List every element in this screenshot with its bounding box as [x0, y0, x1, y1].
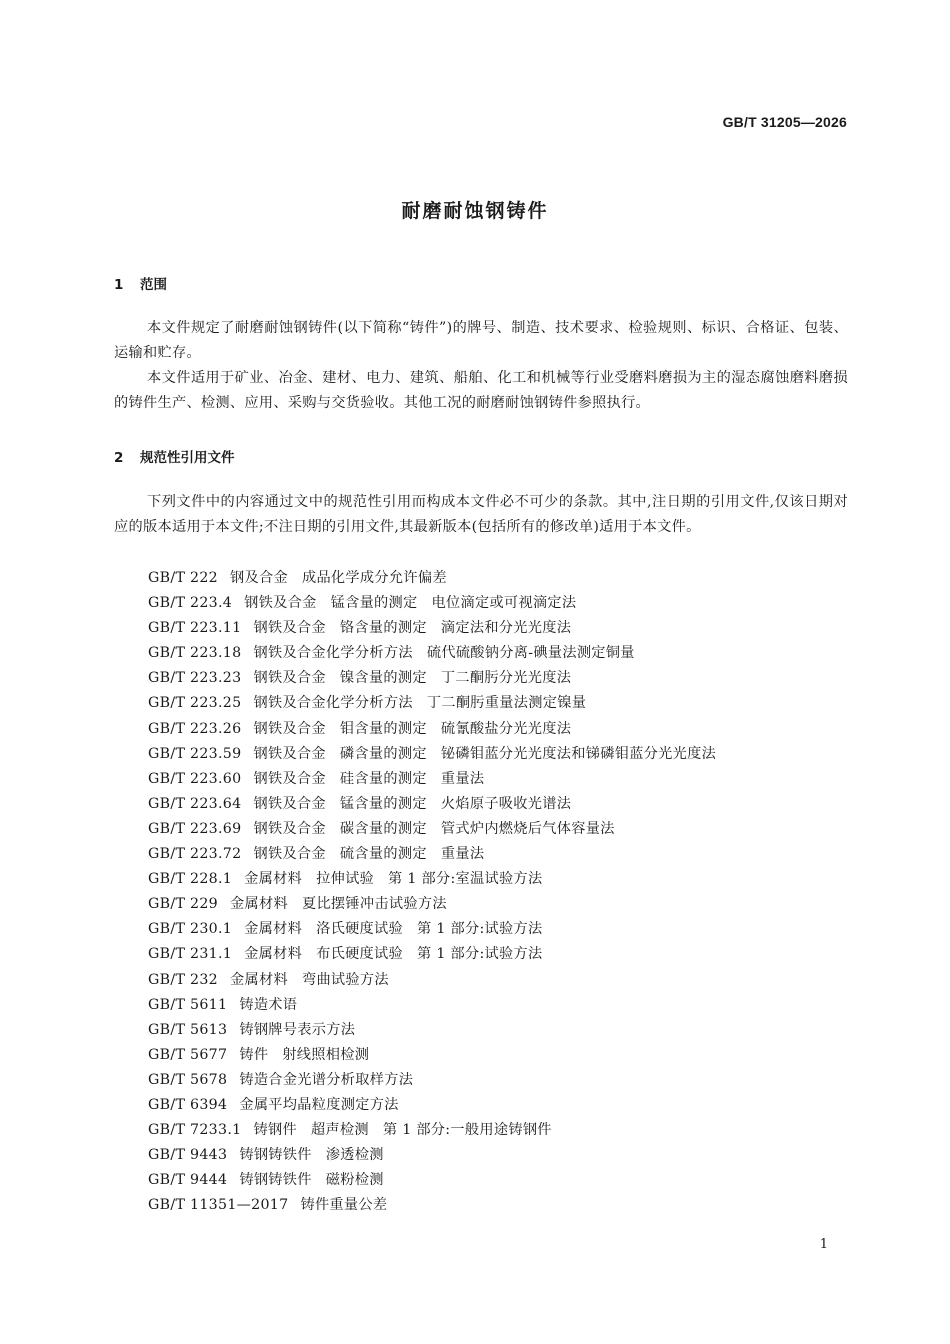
- reference-title-part: 铸件重量公差: [300, 1197, 388, 1214]
- reference-title-part: 重量法: [440, 846, 485, 863]
- reference-title-part: 钼含量的测定: [339, 720, 427, 737]
- reference-title-part: 硫氰酸盐分光光度法: [440, 720, 572, 737]
- reference-item: [148, 616, 716, 641]
- reference-title-part: 弯曲试验方法: [301, 971, 389, 988]
- reference-code: GB/T 223.59: [148, 745, 242, 762]
- reference-item: [148, 742, 716, 767]
- reference-title-part: 渗透检测: [325, 1147, 384, 1164]
- reference-item: [148, 666, 716, 691]
- reference-item: [148, 1168, 716, 1193]
- reference-title-part: 第 1 部分:一般用途铸钢件: [382, 1122, 552, 1139]
- section-number: 2: [114, 450, 124, 466]
- reference-item: [148, 1018, 716, 1043]
- reference-title-part: 第 1 部分:试验方法: [417, 946, 543, 963]
- reference-code: GB/T 6394: [148, 1096, 228, 1113]
- reference-title-part: 钢铁及合金化学分析方法: [253, 645, 413, 662]
- reference-title-part: 铬含量的测定: [339, 620, 427, 637]
- reference-item: [148, 566, 716, 591]
- reference-item: [148, 942, 716, 967]
- standard-code: GB/T 31205—2026: [722, 114, 847, 130]
- reference-item: [148, 1043, 716, 1068]
- reference-title-part: 磁粉检测: [325, 1172, 384, 1189]
- reference-code: GB/T 223.69: [148, 820, 242, 837]
- reference-title-part: 钢铁及合金: [244, 595, 317, 612]
- reference-title-part: 铸钢铸铁件: [239, 1172, 312, 1189]
- reference-title-part: 铋磷钼蓝分光光度法和锑磷钼蓝分光光度法: [440, 745, 717, 762]
- section-number: 1: [114, 277, 124, 293]
- reference-title-part: 金属材料: [244, 921, 303, 938]
- reference-title-part: 钢铁及合金: [253, 720, 326, 737]
- reference-code: GB/T 223.25: [148, 695, 242, 712]
- reference-item: [148, 1118, 716, 1143]
- reference-code: GB/T 228.1: [148, 871, 233, 888]
- reference-title-part: 成品化学成分允许偏差: [301, 570, 447, 586]
- reference-title-part: 金属材料: [244, 871, 303, 888]
- reference-code: GB/T 11351—2017: [148, 1197, 289, 1214]
- reference-title-part: 射线照相检测: [282, 1046, 370, 1063]
- reference-title-part: 铸造合金光谱分析取样方法: [239, 1071, 414, 1088]
- reference-code: GB/T 5611: [148, 996, 228, 1013]
- reference-code: GB/T 223.18: [148, 645, 242, 662]
- reference-code: GB/T 231.1: [148, 946, 233, 963]
- scope-paragraph-2: 本文件适用于矿业、冶金、建材、电力、建筑、船舶、化工和机械等行业受磨料磨损为主的湿态腐蚀磨料磨损的铸件生产、检测、应用、采购与交货验收。其他工况的耐磨耐蚀钢铸件参照执行。: [114, 370, 848, 411]
- reference-code: GB/T 232: [148, 971, 218, 988]
- reference-item: [148, 641, 716, 666]
- reference-title-part: 钢铁及合金: [253, 770, 326, 787]
- reference-code: GB/T 9443: [148, 1147, 228, 1164]
- reference-title-part: 碳含量的测定: [339, 820, 427, 837]
- reference-title-part: 洛氏硬度试验: [316, 921, 404, 938]
- reference-title-part: 电位滴定或可视滴定法: [431, 595, 577, 612]
- reference-item: [148, 1193, 716, 1218]
- reference-item: [148, 1093, 716, 1118]
- reference-item: [148, 917, 716, 942]
- reference-title-part: 磷含量的测定: [339, 745, 427, 762]
- reference-code: GB/T 223.60: [148, 770, 242, 787]
- reference-code: GB/T 5678: [148, 1071, 228, 1088]
- reference-item: [148, 968, 716, 993]
- reference-title-part: 锰含量的测定: [330, 595, 418, 612]
- reference-code: GB/T 223.26: [148, 720, 242, 737]
- reference-code: GB/T 223.64: [148, 795, 242, 812]
- reference-code: GB/T 222: [148, 570, 218, 586]
- reference-title-part: 钢铁及合金: [253, 820, 326, 837]
- reference-title-part: 钢铁及合金: [253, 846, 326, 863]
- section-title: 规范性引用文件: [140, 450, 235, 466]
- reference-title-part: 拉伸试验: [316, 871, 375, 888]
- reference-title-part: 金属材料: [230, 971, 288, 988]
- references-intro-paragraph: 下列文件中的内容通过文中的规范性引用而构成本文件必不可少的条款。其中,注日期的引用文件,仅该日期对应的版本适用于本文件;不注日期的引用文件,其最新版本(包括所有的修改单)适用于本文件。: [114, 494, 848, 535]
- section-1-heading: [114, 273, 167, 293]
- reference-code: GB/T 223.72: [148, 846, 242, 863]
- reference-code: GB/T 223.23: [148, 670, 242, 687]
- reference-code: GB/T 223.11: [148, 620, 242, 637]
- page-number: 1: [819, 1237, 828, 1252]
- reference-item: [148, 993, 716, 1018]
- reference-title-part: 锰含量的测定: [339, 795, 427, 812]
- reference-code: GB/T 9444: [148, 1172, 228, 1189]
- reference-title-part: 金属材料: [244, 946, 303, 963]
- reference-code: GB/T 230.1: [148, 921, 233, 938]
- reference-title-part: 钢铁及合金: [253, 620, 326, 637]
- section-2-heading: [114, 446, 235, 466]
- reference-title-part: 硫代硫酸钠分离-碘量法测定铜量: [426, 645, 635, 662]
- reference-title-part: 铸造术语: [239, 996, 298, 1013]
- reference-code: GB/T 229: [148, 896, 218, 913]
- reference-code: GB/T 7233.1: [148, 1122, 242, 1139]
- reference-code: GB/T 223.4: [148, 595, 233, 612]
- reference-title-part: 滴定法和分光光度法: [440, 620, 572, 637]
- reference-item: [148, 792, 716, 817]
- reference-title-part: 硅含量的测定: [339, 770, 427, 787]
- reference-item: [148, 591, 716, 616]
- reference-title-part: 硫含量的测定: [339, 846, 427, 863]
- reference-code: GB/T 5677: [148, 1046, 228, 1063]
- reference-title-part: 丁二酮肟分光光度法: [440, 670, 572, 687]
- reference-code: GB/T 5613: [148, 1021, 228, 1038]
- reference-title-part: 钢铁及合金: [253, 745, 326, 762]
- reference-title-part: 钢铁及合金: [253, 795, 326, 812]
- section-title: 范围: [140, 277, 167, 293]
- reference-title-part: 铸钢牌号表示方法: [239, 1021, 356, 1038]
- reference-item: [148, 717, 716, 742]
- reference-title-part: 重量法: [440, 770, 485, 787]
- reference-title-part: 超声检测: [310, 1122, 369, 1139]
- reference-item: [148, 842, 716, 867]
- reference-item: [148, 817, 716, 842]
- reference-item: [148, 767, 716, 792]
- reference-title-part: 铸钢铸铁件: [239, 1147, 312, 1164]
- reference-title-part: 第 1 部分:室温试验方法: [388, 871, 543, 888]
- reference-item: [148, 1143, 716, 1168]
- reference-title-part: 管式炉内燃烧后气体容量法: [440, 820, 615, 837]
- reference-item: [148, 867, 716, 892]
- reference-title-part: 第 1 部分:试验方法: [417, 921, 543, 938]
- reference-title-part: 火焰原子吸收光谱法: [440, 795, 572, 812]
- reference-title-part: 镍含量的测定: [339, 670, 427, 687]
- normative-references-list: [148, 566, 716, 1218]
- scope-paragraph-1: 本文件规定了耐磨耐蚀钢铸件(以下简称“铸件”)的牌号、制造、技术要求、检验规则、标识、合格证、包装、运输和贮存。: [114, 320, 848, 361]
- reference-title-part: 铸件: [239, 1046, 269, 1063]
- reference-title-part: 钢铁及合金: [253, 670, 326, 687]
- reference-title-part: 丁二酮肟重量法测定镍量: [426, 695, 587, 712]
- reference-item: [148, 691, 716, 716]
- reference-title-part: 铸钢件: [253, 1122, 297, 1139]
- reference-title-part: 钢及合金: [230, 570, 288, 586]
- reference-title-part: 金属平均晶粒度测定方法: [239, 1096, 399, 1113]
- reference-title-part: 布氏硬度试验: [316, 946, 404, 963]
- reference-item: [148, 892, 716, 917]
- reference-title-part: 夏比摆锤冲击试验方法: [301, 896, 447, 913]
- reference-item: [148, 1068, 716, 1093]
- document-title: 耐磨耐蚀钢铸件: [401, 200, 549, 222]
- reference-title-part: 钢铁及合金化学分析方法: [253, 695, 413, 712]
- reference-title-part: 金属材料: [230, 896, 288, 913]
